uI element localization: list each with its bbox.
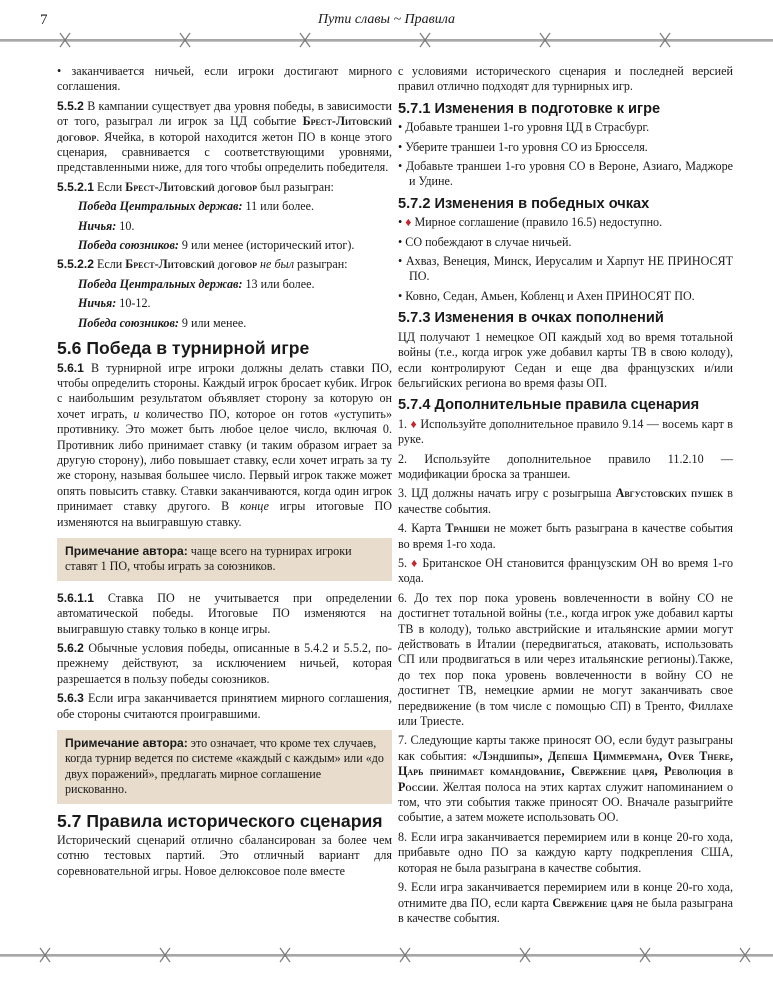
- list-item: 1. ♦ Используйте дополнительное правило 9.14 — восемь карт в руке.: [398, 416, 734, 447]
- victory-level-row: Победа Центральных держав: 13 или более.: [78, 276, 315, 291]
- list-item: 8. Если игра заканчивается перемирием или в конце 20-го хода, прибавьте одно ПО за каждую карту подкрепления США, которая не была разыграна в качестве события.: [398, 829, 733, 875]
- running-header: Пути славы ~ Правила: [317, 12, 456, 27]
- diamond-icon: ♦: [405, 215, 412, 230]
- paragraph: ЦД получают 1 немецкое ОП каждый ход во время тотальной войны (т.е., когда игрок уже добавил карты ТВ в свою колоду), если контролируют Седан и еще два французских и/или бельгийских региона во время фазы ОП.: [398, 329, 733, 390]
- card-name: Августовских пушек: [615, 486, 724, 501]
- author-note: Примечание автора: это означает, что кроме тех случаев, когда турнир ведется по системе «каждый с каждым» или «до двух поражений», предлагать мирное соглашение рискованно.: [57, 730, 392, 804]
- author-note: Примечание автора: чаще всего на турнирах игроки ставят 1 ПО, чтобы играть за союзников.: [57, 538, 392, 581]
- barbed-wire-bottom-divider: [0, 945, 773, 965]
- list-item: • Добавьте траншеи 1-го уровня ЦД в Страсбург.: [398, 120, 650, 135]
- card-name: Траншеи: [445, 521, 490, 536]
- rule-5-5-2-2: 5.5.2.2 Если Брест-Литовский договор не был разыгран:: [57, 257, 348, 272]
- victory-level-row: Ничья: 10.: [78, 218, 135, 233]
- card-name: Брест-Литовский договор: [57, 114, 392, 144]
- diamond-icon: ♦: [410, 416, 418, 431]
- subsection-heading-5-7-4: 5.7.4 Дополнительные правила сценария: [398, 397, 700, 414]
- paragraph: Исторический сценарий отлично сбалансирован за более чем сотню тестовых партий. Это отличный вариант для соревновательной игры. Новое делюксовое поле вместе: [57, 833, 392, 878]
- list-item: • Ахваз, Венеция, Минск, Иерусалим и Харпут НЕ ПРИНОСЯТ ПО.: [398, 254, 733, 284]
- list-item: • СО побеждают в случае ничьей.: [398, 234, 572, 249]
- page-number: 7: [40, 12, 48, 28]
- rule-5-6-3: 5.6.3 Если игра заканчивается принятием мирного соглашения, обе стороны считаются проигравшими.: [57, 691, 392, 721]
- right-column: [398, 64, 733, 930]
- subsection-heading-5-7-2: 5.7.2 Изменения в победных очках: [398, 195, 650, 212]
- rule-5-6-1-1: 5.6.1.1 Ставка ПО не учитывается при определении автоматической победы. Итоговые ПО изменяются на выигравшую ставку только в конце игры.: [57, 590, 392, 636]
- rule-5-5-2-1: 5.5.2.1 Если Брест-Литовский договор был разыгран:: [57, 179, 334, 194]
- list-item: • Добавьте траншеи 1-го уровня СО в Вероне, Азиаго, Маджоре и Удине.: [398, 159, 733, 189]
- victory-level-row: Победа союзников: 9 или менее.: [78, 315, 247, 330]
- paragraph: с условиями исторического сценария и последней версией правил отлично подходят для турнирных игр.: [398, 64, 733, 94]
- list-item: 6. До тех пор пока уровень вовлеченности в войну СО не достигнет тотальной войны (т.е., когда игрок уже добавил карты ТВ в колоду), только австрийские и итальянские армии могут действовать в Италии (передвигаться, атаковать, использовать СП или продвигаться в или через итальянские регионы).Также, до тех пор пока уровень вовлеченности в войну СО не достигнет ТВ, немецкие армии не могут заканчивать свое передвижение (в том числе с помощью СП) в Тренто, Филлахе или Триесте.: [398, 590, 733, 729]
- rule-5-5-2: 5.5.2 В кампании существует два уровня победы, в зависимости от того, разыграл ли игрок за ЦД событие Брест-Литовский договор. Ячейка, в которой находится жетон ПО в конце этого сценария, сравнивается с соответствующими уровнями, представленными ниже, для того чтобы определить победителя.: [57, 98, 392, 175]
- list-item: 4. Карта Траншеи не может быть разыграна в качестве события во время 1-го хода.: [398, 521, 733, 551]
- left-column: [57, 64, 392, 883]
- list-item: • Уберите траншеи 1-го уровня СО из Брюсселя.: [398, 139, 648, 154]
- list-item: • Ковно, Седан, Амьен, Кобленц и Ахен ПРИНОСЯТ ПО.: [398, 288, 695, 303]
- list-item: 2. Используйте дополнительное правило 11.2.10 — модификации броска за траншеи.: [398, 451, 733, 481]
- section-heading-5-7: 5.7 Правила исторического сценария: [57, 810, 383, 831]
- victory-level-row: Ничья: 10-12.: [78, 296, 151, 311]
- paragraph: • заканчивается ничьей, если игроки достигают мирного соглашения.: [57, 64, 392, 94]
- victory-level-row: Победа Центральных держав: 11 или более.: [78, 199, 315, 214]
- section-heading-5-6: 5.6 Победа в турнирной игре: [57, 338, 310, 359]
- victory-level-row: Победа союзников: 9 или менее (исторический итог).: [78, 238, 355, 253]
- list-item: 3. ЦД должны начать игру с розыгрыша Августовских пушек в качестве события.: [398, 486, 733, 516]
- card-name: «Лэндшипы», Депеша Циммермана, Over There, Царь принимает командование, Свержение царя, Революция в России: [398, 748, 734, 794]
- diamond-icon: ♦: [411, 555, 419, 570]
- list-item: 9. Если игра заканчивается перемирием или в конце 20-го хода, отнимите два ПО, если карта Свержение царя не была разыграна в качестве события.: [398, 880, 733, 925]
- rule-5-6-2: 5.6.2 Обычные условия победы, описанные в 5.4.2 и 5.5.2, по-прежнему действуют, за исключением ничьей, которая разрешается в пользу победы союзников.: [57, 641, 392, 686]
- subsection-heading-5-7-3: 5.7.3 Изменения в очках пополнений: [398, 310, 664, 327]
- list-item: 5. ♦ Британское ОН становится французским ОН во время 1-го хода.: [398, 555, 734, 586]
- list-item: 7. Следующие карты также приносят ОО, если будут разыграны как события: «Лэндшипы», Депеша Циммермана, Over There, Царь принимает командование, Свержение царя, Революция в России. Желтая полоса на этих картах служит напоминанием о том, что эти события также приносят ОО. Вначале разыгрийте событие, а затем можете использовать ОО.: [398, 733, 734, 825]
- card-name: Брест-Литовский договор: [125, 179, 258, 194]
- list-item: • ♦ Мирное соглашение (правило 16.5) недоступно.: [398, 215, 663, 230]
- barbed-wire-top-divider: [0, 30, 773, 50]
- card-name: Брест-Литовский договор: [125, 257, 258, 272]
- rule-5-6-1: 5.6.1 В турнирной игре игроки должны делать ставки ПО, чтобы определить стороны. Каждый игрок бросает кубик. Игрок с наибольшим результатом объявляет сторону за которую он хочет играть, и количество ПО, которое он готов «уступить» противнику. Это может быть любое целое число, включая 0. Противник либо принимает ставку (и таким образом играет за другую сторону), либо повышает ставку, если хочет играть за ту же сторону, называя большее число. Первый игрок также может опять повысить ставку. Ставки заканчиваются, когда один игрок принимает ставку другого. В конце игры итоговые ПО изменяются на выигравшую ставку.: [57, 360, 393, 529]
- subsection-heading-5-7-1: 5.7.1 Изменения в подготовке к игре: [398, 100, 661, 117]
- card-name: Свержение царя: [552, 895, 633, 910]
